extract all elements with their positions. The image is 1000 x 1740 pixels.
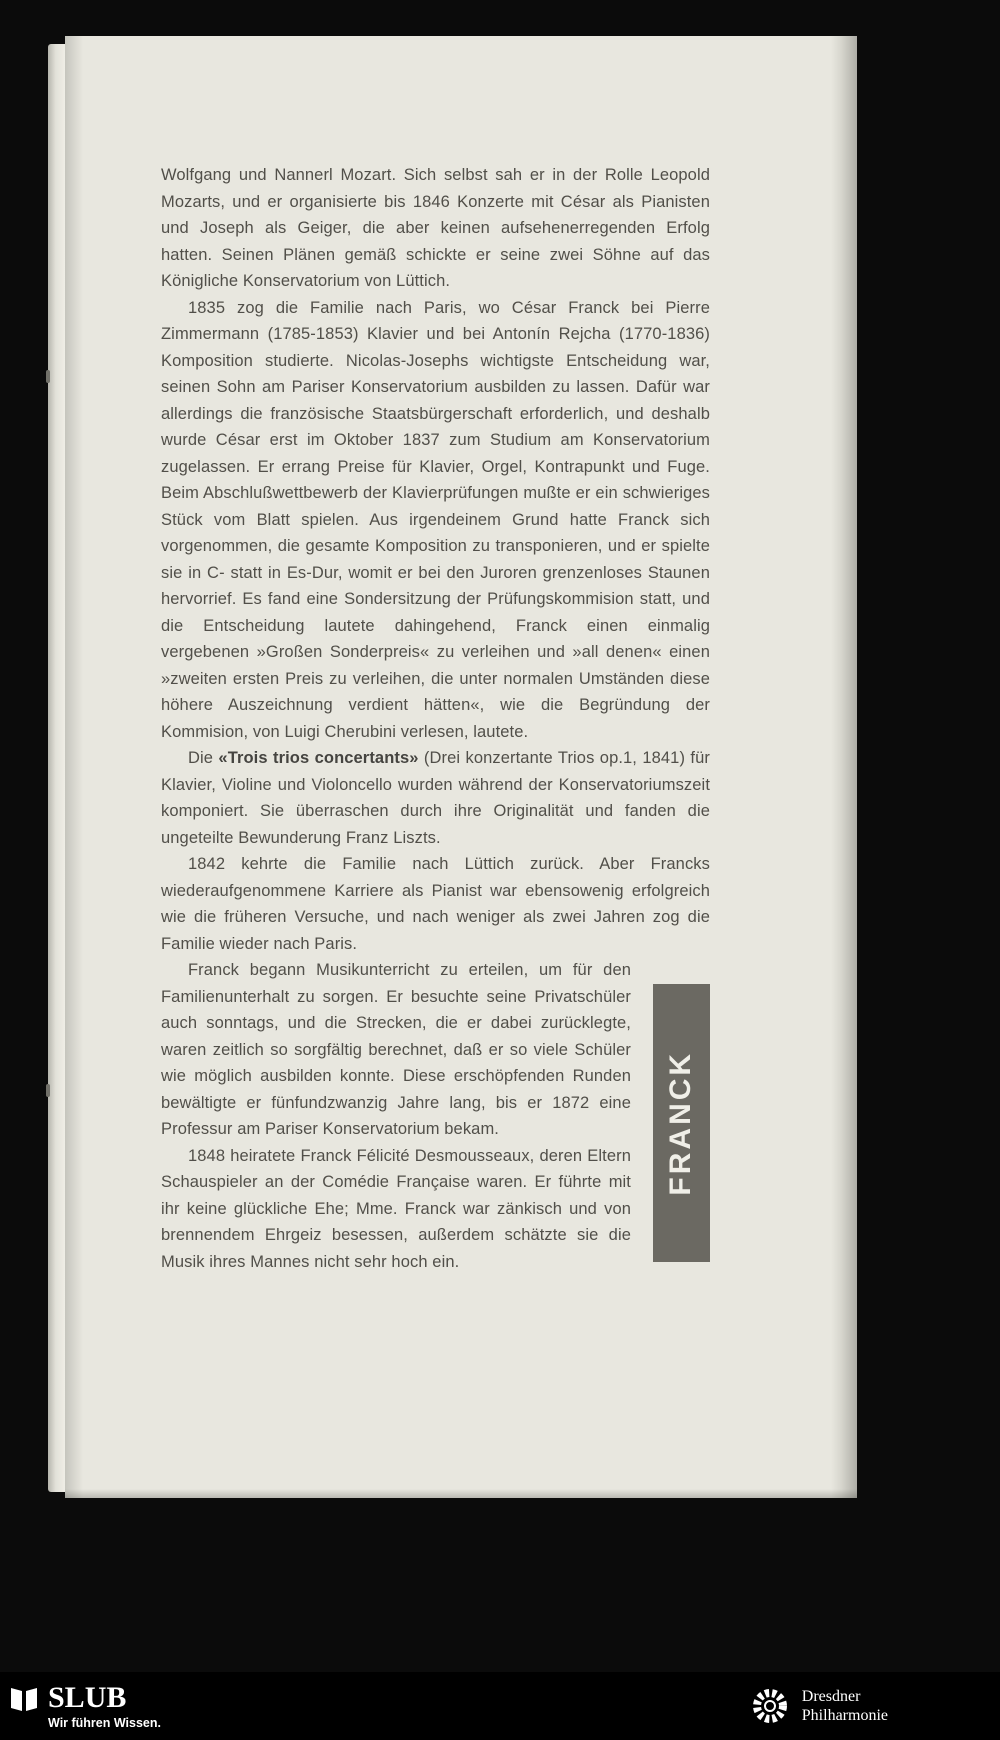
viewer-footer: [0, 1672, 1000, 1740]
paragraph-segment: (Drei konzertante Trios op.1, 1841) für Klavier, Violine und Violoncello wurden während der Konservatoriumszeit komponiert. Sie überraschen durch ihre Originalität und fanden die ungeteilte Bewunderung Franz Liszts.: [161, 749, 710, 847]
slub-text: [48, 1680, 161, 1730]
body-paragraph: Franck begann Musikunterricht zu erteilen, um für den Familienunterhalt zu sorgen. Er besuchte seine Privatschüler auch sonntags, und die Strecken, die er dabei zurücklegte, waren zeitlich so sorgfältig berechnet, daß er so viele Schüler wie möglich ausbilden konnte. Diese erschöpfenden Runden bewältigte er fünfundzwanzig Jahre lang, bis er 1872 eine Professur am Pariser Konservatorium bekam.: [161, 961, 631, 1138]
slub-logo[interactable]: [8, 1680, 161, 1730]
slub-book-icon: [8, 1683, 40, 1715]
binding-stitch: [46, 370, 50, 383]
page-bottom-edge: [65, 1489, 857, 1498]
body-paragraph: Wolfgang und Nannerl Mozart. Sich selbst sah er in der Rolle Leopold Mozarts, und er organisierte bis 1846 Konzerte mit César als Pianisten und Joseph als Geiger, die aber keinen aufsehenerregenden Erfolg hatten. Seinen Plänen gemäß schickte er seine zwei Söhne auf das Königliche Konservatorium von Lüttich.: [161, 166, 710, 290]
body-paragraph: [161, 745, 710, 851]
body-paragraph: 1848 heiratete Franck Félicité Desmousseaux, deren Eltern Schauspieler an der Comédie Française waren. Er führte mit ihr keine glückliche Ehe; Mme. Franck war zänkisch und von brennendem Ehrgeiz besessen, außerdem schätzte sie die Musik ihres Mannes nicht sehr hoch ein.: [161, 1146, 631, 1271]
philharmonie-emblem-icon: [750, 1686, 790, 1726]
chapter-tab-franck: [653, 984, 710, 1262]
slub-wordmark: SLUB: [48, 1680, 127, 1714]
book-binding-edge: [48, 44, 65, 1492]
body-paragraph: 1835 zog die Familie nach Paris, wo César Franck bei Pierre Zimmermann (1785-1853) Klavier und bei Antonín Rejcha (1770-1836) Komposition studierte. Nicolas-Josephs wichtigste Entscheidung war, seinen Sohn am Pariser Konservatorium ausbilden zu lassen. Dafür war allerdings die französische Staatsbürgerschaft erforderlich, und deshalb wurde César erst im Oktober 1837 zum Studium am Konservatorium zugelassen. Er errang Preise für Klavier, Orgel, Kontrapunkt und Fuge. Beim Abschlußwettbewerb der Klavierprüfungen mußte er ein schwieriges Stück vom Blatt spielen. Aus irgendeinem Grund hatte Franck sich vorgenommen, die gesamte Komposition zu transponieren, und er spielte sie in C- statt in Es-Dur, womit er bei den Juroren grenzenloses Staunen hervorrief. Es fand eine Sondersitzung der Prüfungskommision statt, und die Entscheidung lautete dahingehend, Franck einen einmalig vergebenen »Großen Sonderpreis« zu verleihen und »all denen« einen »zweiten ersten Preis zu verleihen, die unter normalen Umständen diese höhere Auszeichnung verdient hätten«, wie die Begründung der Kommision, von Luigi Cherubini verlesen, lautete.: [161, 298, 710, 741]
scanned-page: [65, 36, 857, 1498]
philharmonie-logo[interactable]: [750, 1686, 888, 1726]
philharmonie-name-line1: Dresdner: [801, 1688, 861, 1705]
work-title: «Trois trios concertants»: [218, 749, 419, 767]
binding-stitch: [46, 1084, 50, 1097]
body-text: [161, 162, 710, 1275]
body-paragraph: 1842 kehrte die Familie nach Lüttich zurück. Aber Francks wiederaufgenommene Karriere als Pianist war ebensowenig erfolgreich wie die früheren Versuche, und nach weniger als zwei Jahren zog die Familie wieder nach Paris.: [161, 855, 710, 953]
philharmonie-text: [802, 1687, 888, 1725]
wrap-section: [161, 957, 710, 1275]
philharmonie-name-line2: Philharmonie: [801, 1707, 888, 1724]
page-gutter-shadow: [65, 36, 83, 1498]
page-fore-edge: [831, 36, 857, 1498]
chapter-tab-label: FRANCK: [664, 1050, 698, 1196]
paragraph-segment: Die: [188, 749, 219, 767]
slub-tagline: Wir führen Wissen.: [48, 1715, 161, 1730]
